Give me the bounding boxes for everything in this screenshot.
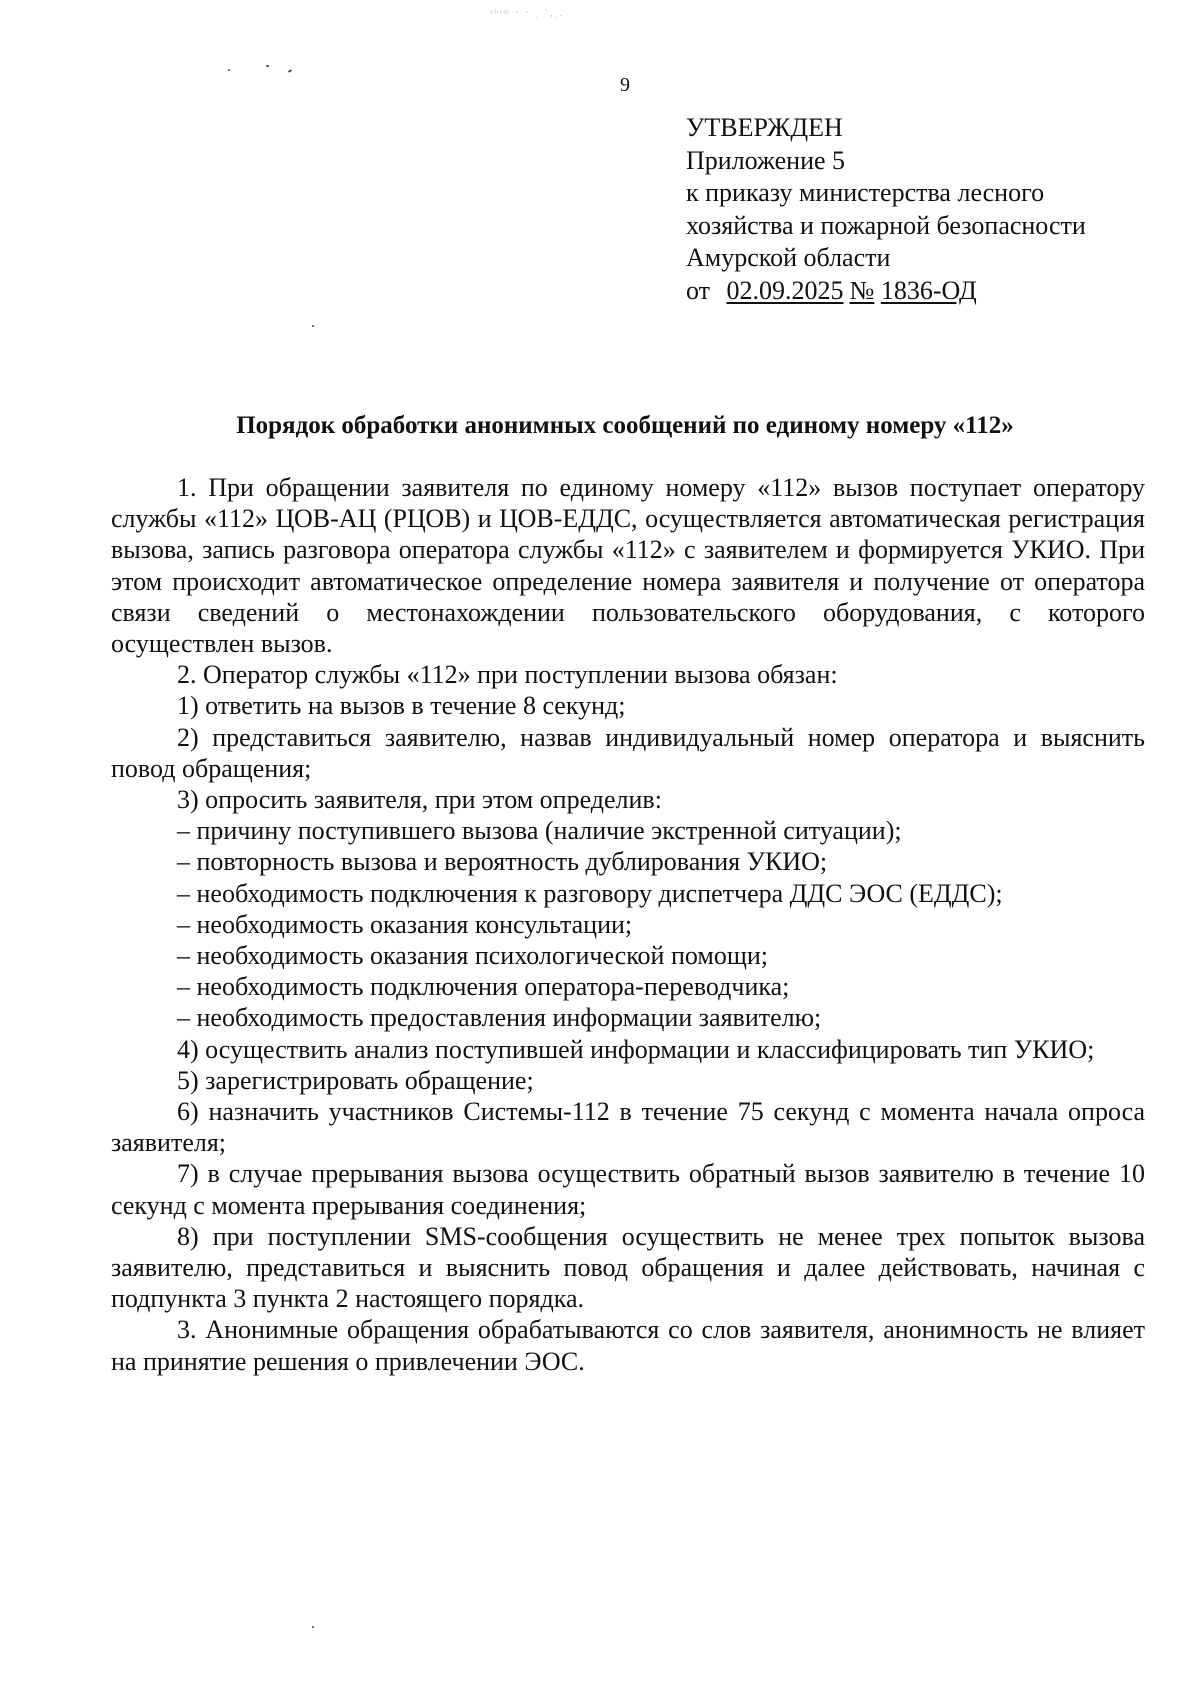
subitem-6: 6) назначить участников Системы-112 в течение 75 секунд с момента начала опроса заявителя; xyxy=(111,1097,1145,1158)
approval-status: УТВЕРЖДЕН xyxy=(686,113,843,142)
subitem-3: 3) опросить заявителя, при этом определив: xyxy=(177,785,662,815)
scan-speck xyxy=(288,69,292,73)
scan-speck xyxy=(228,69,230,71)
subitem-5: 5) зарегистрировать обращение; xyxy=(177,1065,534,1095)
scan-noise: ᵒᵇᵗᵐ · · ˌ ˈ,ˌ. xyxy=(490,8,565,19)
page-number: 9 xyxy=(620,74,630,96)
dash-item-consultation: – необходимость оказания консультации; xyxy=(177,909,633,939)
scan-speck xyxy=(266,65,269,67)
appendix-label: Приложение 5 xyxy=(686,145,846,175)
approval-block xyxy=(686,112,1186,307)
order-reference-line-2: хозяйства и пожарной безопасности xyxy=(686,210,1086,240)
order-reference-line-3: Амурской области xyxy=(686,243,891,272)
dash-item-dispatcher: – необходимость подключения к разговору диспетчера ДДС ЭОС (ЕДДС); xyxy=(177,878,1003,908)
paragraph-item-1: 1. При обращении заявителя по единому номеру «112» вызов поступает оператору службы «112» ЦОВ-АЦ (РЦОВ) и ЦОВ-ЕДДС, осуществляется автоматическая регистрация вызова, запись разговора оператора службы «112» с заявителем и формируется УКИО. При этом происходит автоматическое определение номера заявителя и получение от оператора связи сведений о местонахождении пользовательского оборудования, с которого осуществлен вызов. xyxy=(111,473,1145,659)
subitem-7: 7) в случае прерывания вызова осуществить обратный вызов заявителю в течение 10 секунд с момента прерывания соединения; xyxy=(111,1159,1145,1220)
paragraph-item-3: 3. Анонимные обращения обрабатываются со слов заявителя, анонимность не влияет на принятие решения о привлечении ЭОС. xyxy=(111,1315,1145,1376)
document-title: Порядок обработки анонимных сообщений по единому номеру «112» xyxy=(236,412,1014,439)
order-reference-line-1: к приказу министерства лесного xyxy=(686,178,1045,207)
order-date-number-line xyxy=(686,275,1186,308)
subitem-8: 8) при поступлении SMS-сообщения осуществить не менее трех попыток вызова заявителю, представиться и выяснить повод обращения и далее действовать, начиная с подпункта 3 пункта 2 настоящего порядка. xyxy=(111,1221,1145,1314)
order-date: 02.09.2025 xyxy=(726,275,844,305)
from-label: от xyxy=(686,275,711,305)
dash-item-information: – необходимость предоставления информации заявителю; xyxy=(177,1003,822,1033)
subitem-4: 4) осуществить анализ поступившей информации и классифицировать тип УКИО; xyxy=(177,1034,1095,1064)
dash-item-repeat: – повторность вызова и вероятность дублирования УКИО; xyxy=(177,847,828,877)
document-body xyxy=(111,472,1145,1377)
subitem-2: 2) представиться заявителю, назвав индивидуальный номер оператора и выяснить повод обращения; xyxy=(111,722,1145,783)
scan-speck xyxy=(312,325,314,327)
dash-item-reason: – причину поступившего вызова (наличие экстренной ситуации); xyxy=(177,816,902,846)
order-number-label: № xyxy=(849,275,875,305)
dash-item-interpreter: – необходимость подключения оператора-переводчика; xyxy=(177,972,790,1002)
scan-speck xyxy=(312,1626,314,1628)
paragraph-item-2: 2. Оператор службы «112» при поступлении вызова обязан: xyxy=(177,660,838,690)
dash-item-psychological-help: – необходимость оказания психологической помощи; xyxy=(177,941,768,971)
order-number: 1836-ОД xyxy=(880,275,977,305)
subitem-1: 1) ответить на вызов в течение 8 секунд; xyxy=(177,691,626,721)
